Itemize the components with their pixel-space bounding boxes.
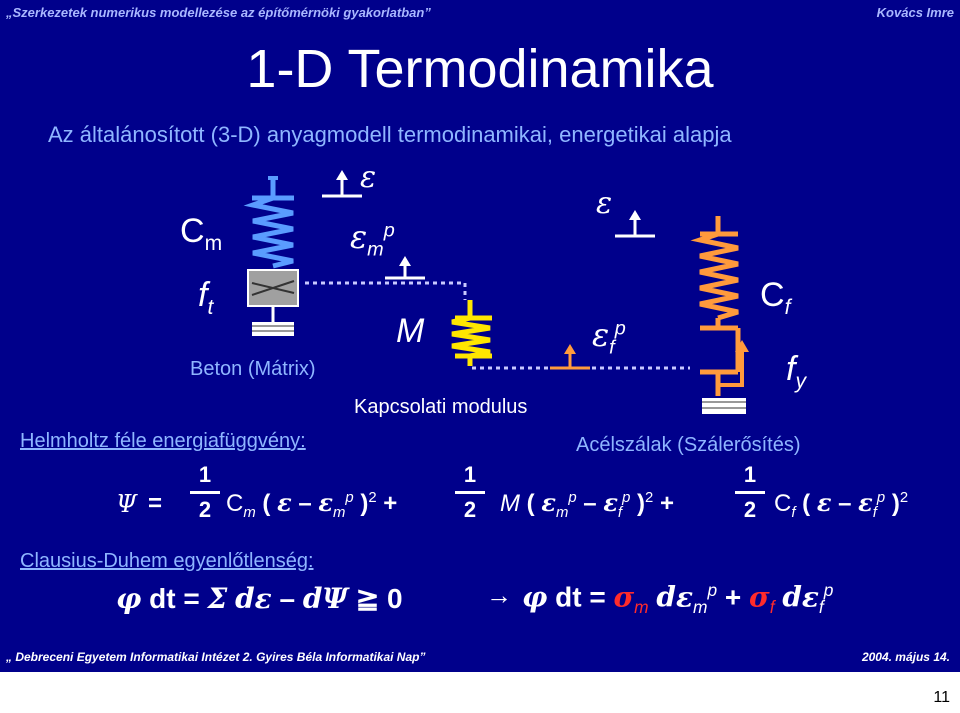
dissipation-equation: φ dt = $\sigma_m$ $d\varepsilon_m^p + \sigma_f$ $d\varepsilon_f^p$ (522, 580, 834, 617)
f-t-label: $f_t$ (198, 276, 214, 319)
eps-top-left: ε (360, 160, 377, 195)
eq1-equals: = (148, 490, 163, 517)
implies-arrow: → (486, 580, 512, 610)
m-label: M (396, 312, 425, 350)
matrix-spring (252, 178, 294, 266)
clausius-inequality: φ dt = Σ dε – dΨ ≧ 0 (116, 582, 403, 615)
helmholtz-label: Helmholtz féle energiafüggvény: (20, 430, 306, 452)
eq1-term1: $C_m$ ( ε – $\varepsilon_m^p$ )$^2$ + (226, 488, 398, 521)
f-y-label: $f_y$ (786, 350, 806, 393)
kapcsolati-label: Kapcsolati modulus (354, 396, 528, 418)
fiber-spring (700, 216, 738, 396)
header-left: „Szerkezetek numerikus modellezése az építőmérnöki gyakorlatban” (6, 5, 431, 20)
eps-top-right: ε (596, 186, 613, 221)
dashed-link-top (305, 283, 465, 300)
eps-m-p-label: $\varepsilon_m^p$ (350, 218, 395, 261)
acel-label: Acélszálak (Szálerősítés) (576, 434, 801, 456)
subtitle: Az általánosított (3-D) anyagmodell termodinamikai, energetikai alapja (48, 122, 732, 147)
footer-left: „ Debreceni Egyetem Informatikai Intézet 2. Gyires Béla Informatikai Nap” (6, 650, 426, 664)
coupling-spring (452, 300, 492, 366)
fraction-2: 1 2 (455, 462, 485, 523)
eq1-term3: $C_f$ ( ε – $\varepsilon_f^p$ )$^2$ (774, 488, 909, 521)
ground-hatch-right (702, 398, 746, 414)
beton-label: Beton (Mátrix) (190, 358, 316, 380)
eps-f-p-label: $\varepsilon_f^p$ (592, 316, 626, 359)
page-title: 1-D Termodinamika (246, 39, 714, 99)
clausius-label: Clausius-Duhem egyenlőtlenség: (20, 550, 314, 572)
c-m-label: $C_m$ (180, 212, 223, 255)
c-f-label: $C_f$ (760, 276, 791, 319)
fraction-1: 1 2 (190, 462, 220, 523)
eq1-term2: M ( $\varepsilon_m^p - \varepsilon_f^p$ )$^2$ + (500, 488, 674, 521)
header-right: Kovács Imre (876, 5, 954, 20)
footer-right: 2004. május 14. (861, 650, 950, 664)
fraction-3: 1 2 (735, 462, 765, 523)
psi-symbol: Ψ (116, 490, 138, 518)
page-number: 11 (933, 689, 950, 706)
ground-hatch-left (252, 322, 294, 336)
